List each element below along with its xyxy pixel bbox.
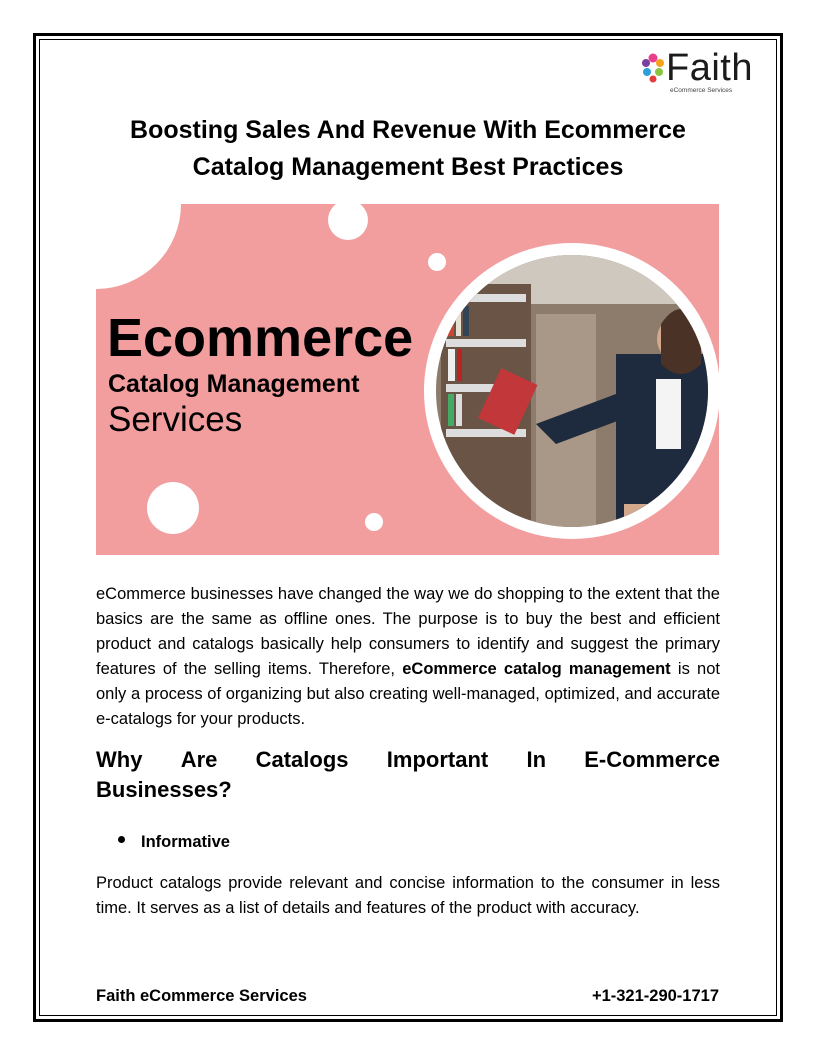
heading-word: Are — [180, 747, 218, 772]
heading-word: Why — [96, 747, 143, 772]
bullet-item — [118, 831, 230, 853]
logo-subtitle: eCommerce Services — [670, 87, 733, 94]
logo-word: Faith — [666, 47, 753, 89]
section-heading-line2: Businesses? — [96, 777, 232, 802]
section-heading — [96, 745, 720, 805]
bullet-label: Informative — [141, 833, 230, 851]
flower-icon — [640, 52, 666, 88]
faith-logo — [640, 47, 755, 95]
informative-paragraph: Product catalogs provide relevant and concise information to the consumer in less time. It serves as a list of details and features of the product with accuracy. — [96, 874, 720, 917]
hero-tagline: Services — [108, 400, 243, 439]
page-title: Boosting Sales And Revenue With Ecommerce Catalog Management Best Practices — [130, 116, 686, 181]
heading-word: E-Commerce — [584, 747, 720, 772]
intro-paragraph — [96, 582, 720, 732]
intro-text-end: is not only a process of organizing but also creating well-managed, optimized, and accurate e-catalogs for your products. — [96, 660, 720, 728]
hero-banner — [96, 204, 719, 555]
footer-phone: +1-321-290-1717 — [591, 987, 719, 1005]
heading-word: Catalogs — [255, 747, 349, 772]
intro-bold-link-text: eCommerce catalog management — [402, 660, 671, 678]
hero-heading: Ecommerce — [107, 308, 414, 368]
hero-subheading: Catalog Management — [108, 370, 360, 398]
footer-company: Faith eCommerce Services — [96, 987, 307, 1005]
intro-text: eCommerce businesses have changed the way we do shopping to the extent that the basics are the same as offline ones. The purpose is to buy the best and efficient product and catalogs basically help consumers to identify and suggest the primary features of the selling items. Therefore, — [96, 585, 720, 678]
heading-word: In — [526, 747, 547, 772]
bullet-dot-icon — [118, 836, 125, 843]
heading-word: Important — [386, 747, 489, 772]
section-heading-line1 — [96, 745, 720, 775]
